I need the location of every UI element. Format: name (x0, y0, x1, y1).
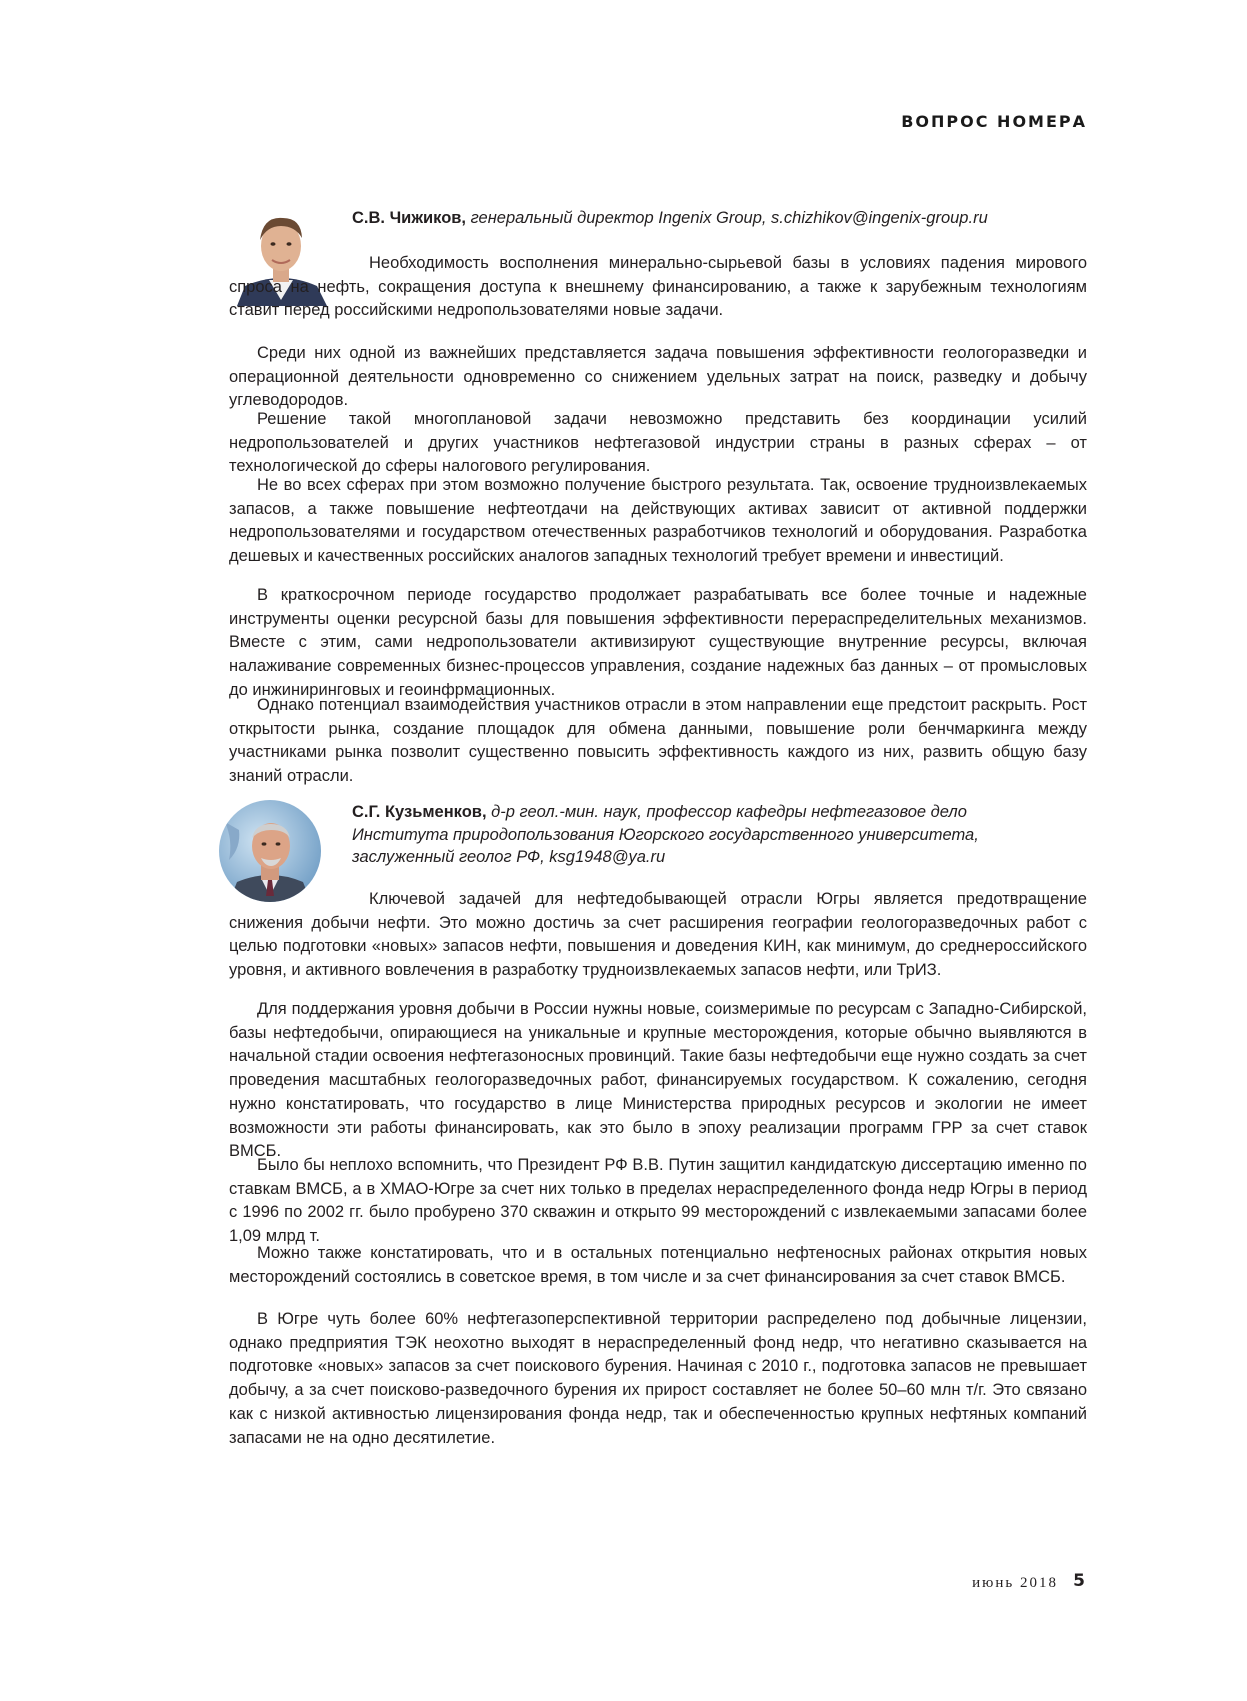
text1-para-3: Решение такой многоплановой задачи невозможно представить без координации усилий недропользователей и других участников нефтегазовой индустрии страны в разных сферах – от технологической до сферы налогового регулирования. (229, 410, 1087, 476)
text2-para-5: В Югре чуть более 60% нефтегазоперспективной территории распределено под добычные лицензии, однако предприятия ТЭК неохотно выходят в нераспределенный фонд недр, что негативно сказывается на подготовке «новых» запасов за счет поискового бурения. Начиная с 2010 г., подготовка запасов не превышает добычу, а за счет поисково-разведочного бурения их прирост составляет не более 50–60 млн т/г. Это связано как с низкой активностью лицензирования фонда недр, так и обеспеченностью крупных нефтяных компаний запасами не на одно десятилетие. (229, 1310, 1087, 1447)
text1-para-1: Необходимость восполнения минерально-сырьевой базы в условиях падения мирового спроса на нефть, сокращения доступа к внешнему финансированию, а также к зарубежным технологиям ставит перед российскими недропользователями новые задачи. (229, 254, 1087, 320)
section-label: ВОПРОС НОМЕРА (901, 112, 1087, 131)
author1-byline (352, 207, 988, 230)
text2-para-2: Для поддержания уровня добычи в России нужны новые, соизмеримые по ресурсам с Западно-Сибирской, базы нефтедобычи, опирающиеся на уникальные и крупные месторождения, которые обычно выявляются в начальной стадии освоения нефтегазоносных провинций. Такие базы нефтедобычи еще нужно создать за счет проведения масштабных геологоразведочных работ, финансируемых государством. К сожалению, сегодня нужно констатировать, что государство в лице Министерства природных ресурсов и экологии не имеет возможности эти работы финансировать, как это было в эпоху реализации программ ГРР за счет ставок ВМСБ. (229, 1000, 1087, 1161)
text1-para-6: Однако потенциал взаимодействия участников отрасли в этом направлении еще предстоит раскрыть. Рост открытости рынка, создание площадок для обмена данными, повышение роли бенчмаркинга между участниками рынка позволит существенно повысить эффективность каждого из них, развить общую базу знаний отрасли. (229, 696, 1087, 786)
page-number: 5 (1073, 1571, 1085, 1591)
text1-para-5: В краткосрочном периоде государство продолжает разрабатывать все более точные и надежные инструменты оценки ресурсной базы для повышения эффективности перераспределительных механизмов. Вместе с этим, сами недропользователи активизируют существующие внутренние ресурсы, включая налаживание современных бизнес-процессов управления, создание надежных баз данных – от промысловых до инжиниринговых и геоинфрмационных. (229, 586, 1087, 699)
author2-byline (352, 801, 979, 869)
text2-para-1: Ключевой задачей для нефтедобывающей отрасли Югры является предотвращение снижения добычи нефти. Это можно достичь за счет расширения географии геологоразведочных работ с целью подготовки «новых» запасов нефти, повышения и доведения КИН, как минимум, до среднероссийского уровня, и активного вовлечения в разработку трудноизвлекаемых запасов нефти, или ТрИЗ. (229, 890, 1087, 980)
text1-para-4: Не во всех сферах при этом возможно получение быстрого результата. Так, освоение трудноизвлекаемых запасов, а также повышение нефтеотдачи на действующих активах зависит от активной поддержки недропользователями и государством отечественных разработчиков технологий и оборудования. Разработка дешевых и качественных российских аналогов западных технологий требует времени и инвестиций. (229, 476, 1087, 566)
author2-role-line2: Института природопользования Югорского государственного университета, (352, 825, 979, 844)
text2-para-4: Можно также констатировать, что и в остальных потенциально нефтеносных районах открытия новых месторождений состоялись в советское время, в том числе и за счет финансирования за счет ставок ВМСБ. (229, 1244, 1087, 1286)
author1-role: генеральный директор Ingenix Group, s.chizhikov@ingenix-group.ru (466, 209, 988, 227)
author2-name: С.Г. Кузьменков, (352, 803, 487, 821)
author1-name: С.В. Чижиков, (352, 209, 467, 227)
author-photo-kuzmenkov (219, 800, 321, 902)
author2-role-line3: заслуженный геолог РФ, ksg1948@ya.ru (352, 848, 666, 866)
text2-para-3: Было бы неплохо вспомнить, что Президент РФ В.В. Путин защитил кандидатскую диссертацию именно по ставкам ВМСБ, а в ХМАО-Югре за счет них только в пределах нераспределенного фонда недр Югры в период с 1996 по 2002 гг. было пробурено 370 скважин и открыто 99 месторождений с извлекаемыми запасами более 1,09 млрд т. (229, 1156, 1087, 1246)
footer-issue: июнь 2018 (972, 1575, 1058, 1591)
author2-role-line1: д-р геол.-мин. наук, профессор кафедры нефтегазовое дело (486, 803, 967, 821)
text1-para-2: Среди них одной из важнейших представляется задача повышения эффективности геологоразведки и операционной деятельности одновременно со снижением удельных затрат на поиск, разведку и добычу углеводородов. (229, 344, 1087, 410)
